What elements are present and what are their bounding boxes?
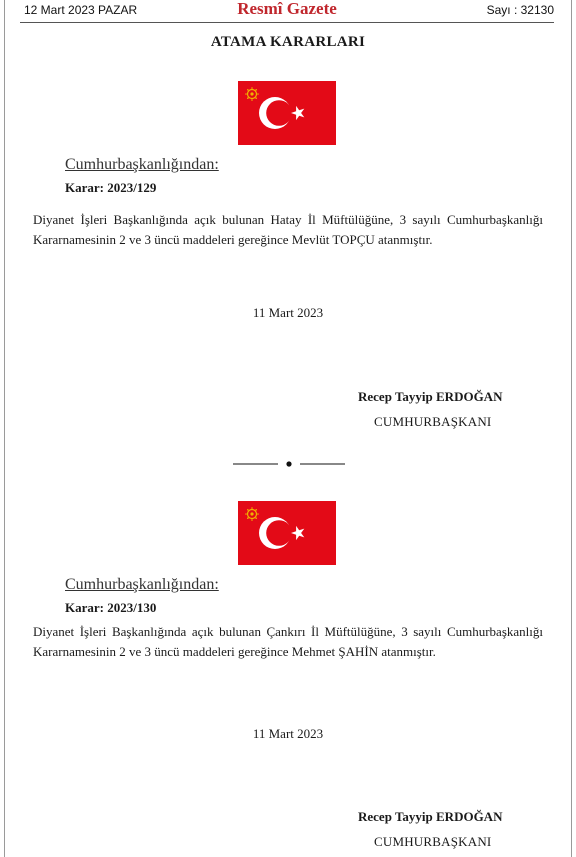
signer-name: Recep Tayyip ERDOĞAN: [358, 809, 503, 824]
signer-title: CUMHURBAŞKANI: [374, 834, 492, 849]
separator-dot-icon: [233, 458, 345, 470]
presidential-seal-icon: [245, 87, 259, 101]
decision-text: Diyanet İşleri Başkanlığında açık bulunan Çankırı İl Müftülüğüne, 3 sayılı Cumhurbaşkanlığı Kararnamesinin 2 ve 3 üncü maddeleri gereğince Mehmet ŞAHİN atanmıştır.: [33, 624, 543, 659]
section-title: ATAMA KARARLARI: [210, 34, 366, 50]
signer-title: CUMHURBAŞKANI: [374, 414, 492, 429]
issue-number: Sayı : 32130: [486, 3, 554, 17]
turkish-flag-icon: [238, 501, 336, 565]
decision-number: Karar: 2023/129: [65, 180, 157, 195]
signer-name: Recep Tayyip ERDOĞAN: [358, 389, 503, 404]
decision-text: Diyanet İşleri Başkanlığında açık bulunan Hatay İl Müftülüğüne, 3 sayılı Cumhurbaşkanlığı Kararnamesinin 2 ve 3 üncü maddeleri gereğince Mevlüt TOPÇU atanmıştır.: [33, 212, 543, 247]
decision-number: Karar: 2023/130: [65, 600, 157, 615]
decision-date: 11 Mart 2023: [252, 726, 324, 741]
gazette-title: Resmî Gazete: [237, 0, 337, 18]
issuer-heading: Cumhurbaşkanlığından:: [65, 156, 219, 173]
issuer-heading: Cumhurbaşkanlığından:: [65, 576, 219, 593]
turkish-flag-icon: [238, 81, 336, 145]
decision-date: 11 Mart 2023: [252, 305, 324, 320]
presidential-seal-icon: [245, 507, 259, 521]
header-date: 12 Mart 2023 PAZAR: [24, 3, 138, 17]
gazette-header: [20, 0, 554, 23]
